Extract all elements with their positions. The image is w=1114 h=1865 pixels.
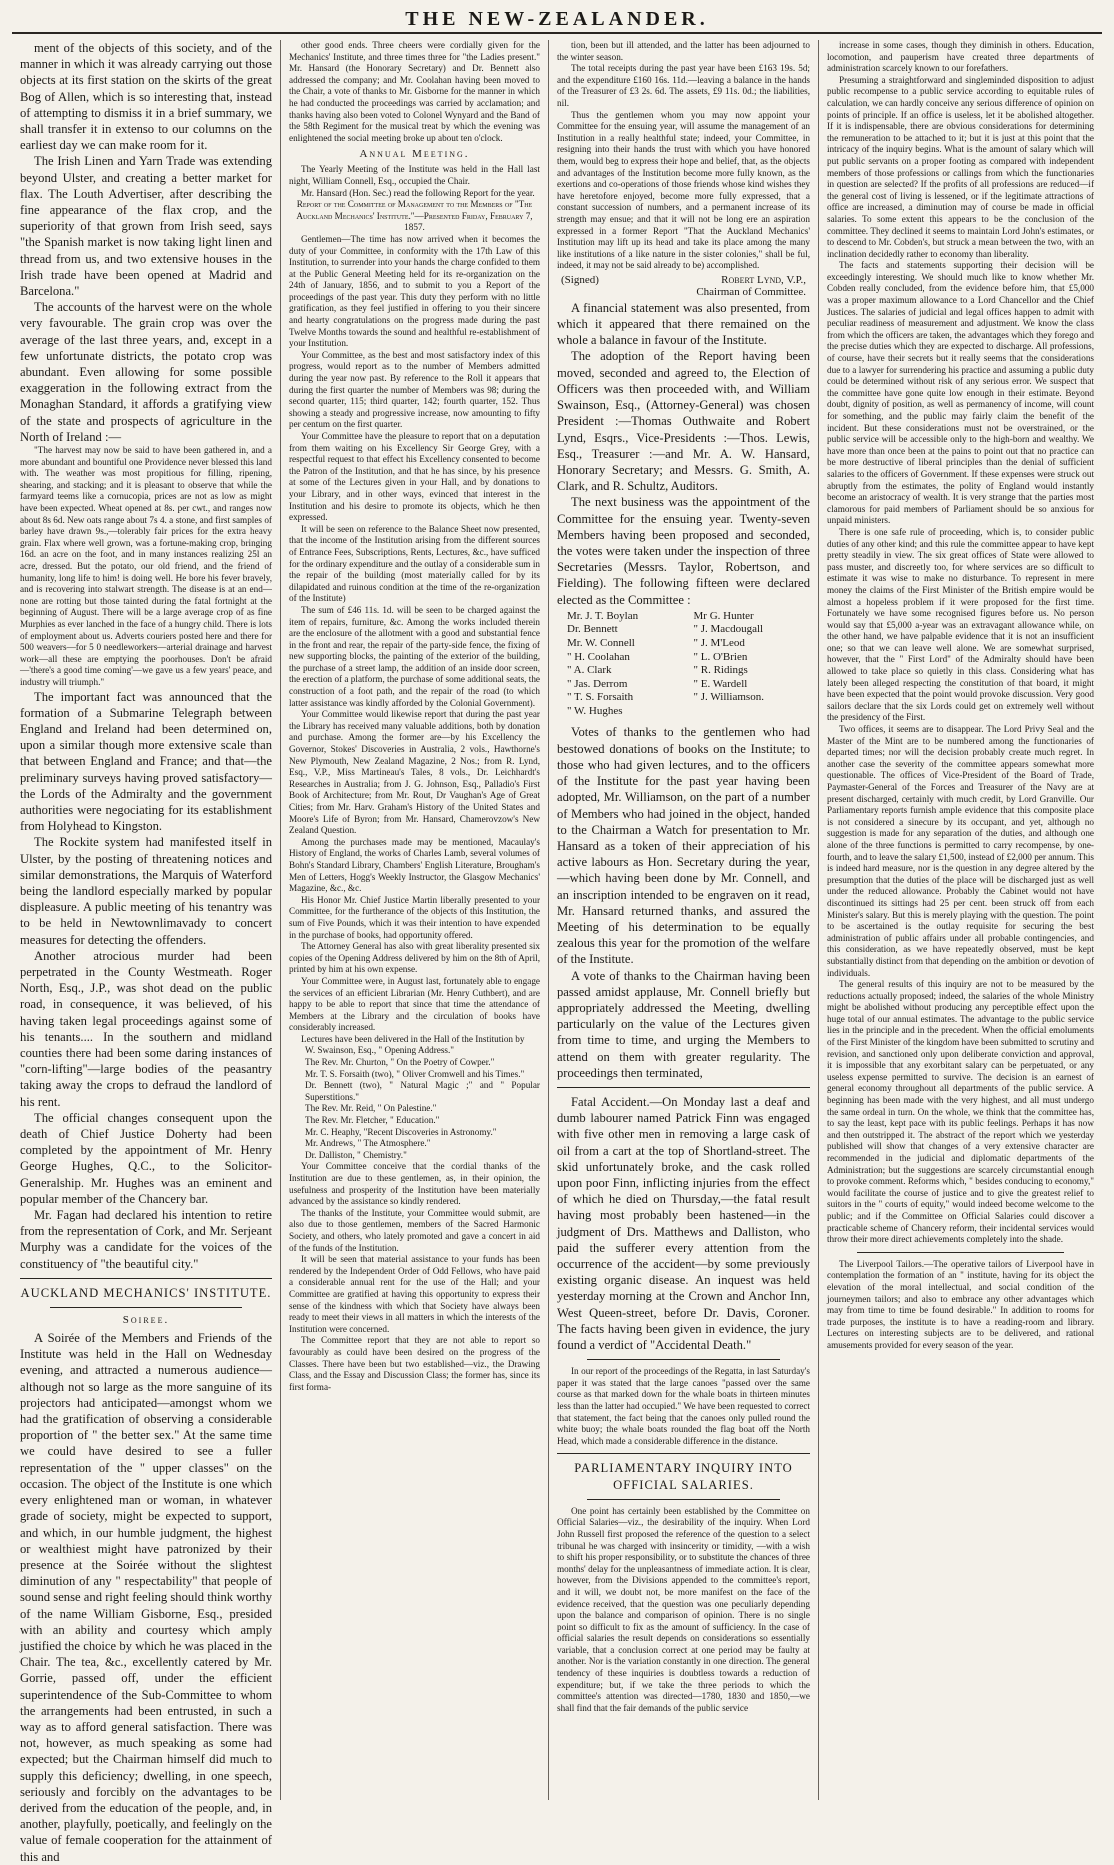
article-paragraph: The Yearly Meeting of the Institute was held in the Hall last night, William Connell, Esq., occupied the Chair. [289,164,540,186]
list-item: " J. Williamson. [693,691,764,704]
report-title: Report of the Committee of Management to the Members of "The Auckland Mechanics' Institute."—Presented Friday, February 7, 1857. [296,199,533,233]
article-paragraph: The accounts of the harvest were on the whole very favourable. The grain crop was over the average of the last three years, and, except in a few unfortunate districts, the potato crop was abundant. Even allowing for some possible exaggeration in the following extract from the Monaghan Standard, it affords a gratifying view of the state and prospects of agriculture in the North of Ireland :— [20,300,272,444]
article-paragraph: Votes of thanks to the gentlemen who had bestowed donations of books on the Institute; to those who had given lectures, and to the officers of the Institute for the past year having been adopted, Mr. Williamson, on the part of a number of Members who had joined in the object, handed to the Chairman a Watch for presentation to Mr. Hansard as a token of their appreciation of his active labours as Hon. Secretary during the year,—which having been done by Mr. Connell, and an inscription intended to be engraven on it read, Mr. Hansard returned thanks, and assured the Meeting of his determination to be equally zealous this year for the promotion of the welfare of the Institute. [557,725,810,967]
article-paragraph: One point has certainly been established by the Committee on Official Salaries—viz., the desirability of the inquiry. When Lord John Russell first proposed the reference of the question to a select tribunal he was charged with insincerity or timidity, —with a wish to shift his proper responsibility, or to substitute the chances of three months' delay for the unpleasantness of immediate action. It is clear, however, from the Divisions appended to the committee's report, and it will, we doubt not, be more manifest on the face of the evidence received, that the question was one peculiarly depending upon the balance and comparison of opinion. There is no single point so difficult to fix as the amount of sufficiency. In the case of official salaries the result depends on considerations so essentially variable, that a conclusion correct at one period may be faulty at another. Nor is the variation constantly in one direction. The general tendency of these inquiries is doubtless towards a reduction of expenditure; but, if we take the three periods to which the committee's attention was directed—1780, 1830 and 1850,—we shall find that the fair demands of the public service [557,1505,810,1713]
list-item: " L. O'Brien [693,650,748,663]
article-paragraph: Mr. Fagan had declared his intention to retire from the representation of Cork, and Mr. Serjeant Murphy was a candidate for the voices of the constituency of "the beautiful city." [20,1208,272,1271]
section-divider [557,1453,810,1454]
section-heading: AUCKLAND MECHANICS' INSTITUTE. [20,1285,272,1300]
committee-column-right [684,610,811,719]
list-item: The Rev. Mr. Fletcher, " Education." [305,1115,440,1126]
article-paragraph: increase in some cases, though they diminish in others. Education, locomotion, and pauperism have created three departments of administration scarcely known to our forefathers. [827,40,1094,74]
article-paragraph: Thus the gentlemen whom you may now appoint your Committee for the ensuing year, will assume the management of an Institution in a really healthful state; indeed, your Committee, in resigning into their hands the trust with which you have honored them, would beg to express their hope and belief, that, as the objects and advantages of the Institution become more fully known, as the exertions and co-operations of those friends whose kind wishes they have heretofore enjoyed, become more fully expressed, that a constant succession of numbers, and a permanent increase of its strength may ensue; and that it will not be long ere an aspiration expressed in a former Report "That the Auckland Mechanics' Institution may lift up its head and take its place among the many like institutions of a like nature in the sister colonies," shall be ful, indeed, it may not be said already to be) accomplished. [557,109,810,271]
article-paragraph: Another atrocious murder had been perpetrated in the County Westmeath. Roger North, Esq., J.P., was shot dead on the public road, in consequence, it was believed, of his having taken legal proceedings against some of his tenants.... In the southern and midland counties there had been some daring instances of "corn-lifting"—large bodies of the peasantry taking away the crops to defraud the landlord of his rent. [20,948,272,1109]
column-1 [12,40,280,1864]
article-paragraph: The important fact was announced that the formation of a Submarine Telegraph between England and Ireland had been determined on, upon a similar though more extensive scale than that between England and France; and that—the preliminary surveys having proved satisfactory—the Lords of the Admiralty and the government authorities were negociating for its establishment from Holyhead to Kingston. [20,689,272,834]
masthead: THE NEW-ZEALANDER. [12,6,1102,34]
list-item: The Rev. Mr. Churton, " On the Poetry of Cowper." [305,1057,495,1068]
article-paragraph: The sum of £46 11s. 1d. will be seen to be charged against the item of repairs, furniture, &c. Among the works included therein are the enclosure of the allotment with a good and substantial fence in the front and rear, the repair of the party-side fence, the fixing of new supporting blocks, the painting of the exterior of the building, the purchase of a street lamp, the addition of an inside door screen, the erection of a platform, the purchase of some additional seats, the construction of a foot path, and the repair of the road (to which latter assistance was kindly afforded by the Colonial Government). [289,604,540,708]
column-3 [548,40,818,1800]
columns [12,40,1102,1864]
list-item: Dr. Dalliston, " Chemistry." [305,1149,407,1160]
list-item: Dr. Bennett [567,623,618,636]
article-paragraph: The next business was the appointment of the Committee for the ensuing year. Twenty-seven Members having been proposed and seconded, the votes were taken under the inspection of three Secretaries (Messrs. Taylor, Robertson, and Fielding). The following fifteen were declared elected as the Committee : [557,495,810,607]
article-paragraph: The official changes consequent upon the death of Chief Justice Doherty had been completed by the appointment of Mr. Henry George Hughes, Q.C., to the Solicitor-Generalship. Mr. Hughes was an eminent and popular member of the Chancery bar. [20,1110,272,1206]
list-item: " Jas. Derrom [567,677,628,690]
article-paragraph: The Committee report that they are not able to report so favourably as could have been desired on the progress of the Classes. There have been but two established—viz., the Drawing Class, and the Essay and Discussion Class; the former has, since its first forma- [289,1335,540,1392]
list-item: Mr. J. T. Boylan [567,609,639,622]
signature-name [696,274,806,298]
article-paragraph: Two offices, it seems are to disappear. The Lord Privy Seal and the Master of the Mint are to be numbered among the functionaries of departed times; nor will the decision probably create much regret. In another case the severity of the committee appears somewhat more questionable. The offices of Vice-President of the Board of Trade, Paymaster-General of the Forces and Treasurer of the Navy are at present discharged, certainly with much credit, by Lord Granville. Our Parliamentary reports furnish ample evidence that this composite place is not considered a sinecure by its occupant, and yet, although no suggestion is made for any separation of the duties, and although one alone of the three functions is permitted to carry recompense, by one-fourth, and to leave the salary £1,500, instead of £2,000 per annum. This is indeed hard measure, nor is the question in any degree altered by the presumption that the duties of the place will be discharged just as well under the reduced allowance. Probably the Cabinet would not have discontinued its sittings had 25 per cent. been struck off from each Minister's salary. But this is merely playing with the question. The point to be ascertained is the outlay requisite for securing the best administration of public affairs under all probable contingencies, and this consideration, as we have repeatedly observed, must be kept substantially distinct from that depending on the ambition or devotion of individuals. [827,724,1094,978]
list-item: " R. Ridings [693,664,748,677]
article-paragraph: tion, been but ill attended, and the latter has been adjourned to the winter season. [557,40,810,62]
article-paragraph: His Honor Mr. Chief Justice Martin liberally presented to your Committee, for the furtherance of the objects of this Institution, the sum of Five Pounds, which it was their intention to have expended in the purchase of books, had opportunity offered. [289,894,540,940]
heading-rule [587,1499,780,1500]
article-paragraph: Your Committee, as the best and most satisfactory index of this progress, would report as to the number of Members admitted during the year now past. By reference to the Roll it appears that during the first quarter the number of Members was 98; during the second quarter, 115; third quarter, 142; fourth quarter, 152. Thus showing a steady and progressive increase, now amounting to fifty per centum on the first quarter. [289,349,540,430]
article-paragraph: Your Committee were, in August last, fortunately able to engage the services of an efficient Librarian (Mr. Henry Cuthbert), and are happy to be able to report that since that time the attendance of Members at the Library and the circulation of books have considerably increased. [289,975,540,1033]
article-paragraph: The Attorney General has also with great liberality presented six copies of the Opening Address delivered by him on the 8th of April, printed by him at his own expense. [289,941,540,975]
list-item: Dr. Bennett (two), " Natural Magic ;" and " Popular Superstitions." [305,1080,540,1102]
article-paragraph: The facts and statements supporting their decision will be exceedingly interesting. We should much like to know whether Mr. Cobden really concluded, from the evidence before him, that £5,000 was a proper maximum allowance to a Lord Chancellor and the Chief Justices. The salaries of judicial and legal offices happen to admit with peculiar readiness of measurement and adjustment. We know the class from which the officers are taken, the advantages which they forego and the precise duties which they are expected to discharge. All professions, of course, have their secrets but it really seems that the considerations due to a lawyer for surrendering his practice and assuming a public duty could be determined without risk of any serious error. We suspect that the committee have gone quite low enough in their estimate. Beyond doubt, dignity of position, as well as permanency of income, will count for something, and the public may fairly claim the benefit of the incident. But these considerations must not be overstrained, or the public service will be accessible only to the high-born and wealthy. We have more than once been at the pains to point out that no practice can be more destructive of liberal principles than the denial of sufficient salaries to the officers of Government. If these expenses were struck out abruptly from the estimates, the polity of England would instantly become an aristocracy of wealth. It is very strange that the parties most clamorous for paid members of Parliament should be so anxious for unpaid ministers. [827,260,1094,526]
list-item: " W. Hughes [567,704,623,717]
article-paragraph: The Rockite system had manifested itself in Ulster, by the posting of threatening notices and similar demonstrations, the Marquis of Waterford being the landlord especially marked by popular displeasure. A public meeting of his tenantry was to be held in Newtownlimavady to concert measures for detecting the offenders. [20,835,272,947]
article-paragraph: It will be seen on reference to the Balance Sheet now presented, that the income of the Institution arising from the different sources of Entrance Fees, Subscriptions, Rents, Lectures, &c., have sufficed for the ordinary expenditure and the outlay of a considerable sum in the repair of the building (most materially called for by its dilapidated and ruinous condition at the time of the re-organization of the Institute) [289,523,540,604]
section-divider [857,1252,1064,1253]
article-paragraph: Among the purchases made may be mentioned, Macaulay's History of England, the works of Charles Lamb, several volumes of Bohn's Standard Library, Chambers' English Literature, Brougham's Men of Letters, Hogg's Weekly Instructor, the Glasgow Mechanics' Magazine, &c., &c. [289,836,540,894]
signatory: Robert Lynd, V.P., [721,273,806,286]
article-paragraph: The Irish Linen and Yarn Trade was extending beyond Ulster, and creating a better market for flax. The Louth Advertiser, after describing the fine appearance of the flax crop, and the superiority of that grown from Irish seed, says "the Spanish market is now taking light linen and thread from us, and two extensive houses in the Irish trade have been opened at Madrid and Barcelona." [20,154,272,299]
article-paragraph: The thanks of the Institute, your Committee would submit, are also due to those gentlemen, members of the Sacred Harmonic Society, and others, who lately promoted and gave a concert in aid of the funds of the Institution. [289,1207,540,1253]
list-item: " T. S. Forsaith [567,691,634,704]
article-paragraph: The general results of this inquiry are not to be measured by the reductions actually proposed; indeed, the salaries of the whole Ministry might be abolished without producing any perceptible effect upon the huge total of our annual estimates. The advantage to the public service lies in the principle and in the precedent. When the official emoluments of the First Minister of the kingdom have been submitted to scrutiny and revision, and sanctioned only upon deliberate conviction and approval, it is impossible that any exorbitant salary can be perpetuated, or any useless expense permitted to survive. The decision is an earnest of general economy throughout all departments of the public service. A beginning has been made with the very highest, and all must undergo the same ordeal in turn. On the whole, we think that the committee has, to say the least, kept pace with its public feelings. Perhaps it has now and then outstripped it. The abstract of the report which we yesterday published will show that changes of a very extensive character are recommended in the judicial and diplomatic departments of the Administration; but the suggestions are scarcely circumstantial enough to provoke comment. Reforms which, " besides conducing to economy," would facilitate the course of justice and to give the greatest relief to suitors in the " courts of equity," would indeed become welcome to the public; and if the Committee on Official Salaries could discover a practicable scheme of Chancery reform, their incidental services would throw their more direct achievements completely into the shade. [827,979,1094,1245]
article-paragraph: The Liverpool Tailors.—The operative tailors of Liverpool have in contemplation the formation of an " institute, having for its object the elevation of the moral intellectual, and social condition of the journeymen tailors; and also to embrace any other advantages which may from time to time be found desirable." In addition to rooms for trade purposes, the institute is to have a reading-room and library. Lectures on interesting subjects are to be delivered, and rational amusements provided for every season of the year. [827,1258,1094,1350]
heading-rule [50,1307,242,1308]
list-item: Mr. W. Connell [567,636,635,649]
lecture-list [289,1045,540,1161]
committee-column-left [557,610,684,719]
article-paragraph: Fatal Accident.—On Monday last a deaf and dumb labourer named Patrick Finn was engaged with five other men in removing a large cask of oil from a cart at the top of Shortland-street. The skid unfortunately broke, and the cask rolled upon poor Finn, inflicting injuries from the effect of which he died on Thursday,—the fatal result having most probably been hastened—in the judgment of Drs. Matthews and Dalliston, who paid the sufferer every attention from the occurrence of the accident—by some previously existing organic disease. An inquest was held yesterday morning at the Crown and Anchor Inn, West Queen-street, before Dr. Davis, Coroner. The facts having been given in evidence, the jury found a verdict of "Accidental Death." [557,1094,810,1352]
article-paragraph: A vote of thanks to the Chairman having been passed amidst applause, Mr. Connell briefly but appropriately addressed the Meeting, dwelling particularly on the value of the Lectures given from time to time, and urging the Members to attend on them with greater regularity. The proceedings then terminated, [557,968,810,1080]
article-paragraph: The total receipts during the past year have been £163 19s. 5d; and the expenditure £160 16s. 11d.—leaving a balance in the hands of the Treasurer of £3 2s. 6d. The assets, £9 11s. 0d.; the liabilities, nil. [557,63,810,108]
article-paragraph: There is one safe rule of proceeding, which is, to consider public duties of any other kind; and this rule the committee appear to have kept pretty steadily in view. The six great offices of State were allowed to pass muster, and discreetly too, for where services are so difficult to estimate it was wise to make no disturbance. To represent in mere money the claims of the First Minister of the British empire would be almost a hopeless problem if it were proposed for the first time. Fortunately we have some recognised figures before us. No person would say that £5,000 a-year was an extravagant allowance while, on the other hand, we have palpable evidence that it is not an insufficient one; so that we can leave well alone. We are somewhat surprised, however, that the " First Lord" of the Admiralty should have been allowed to take place so quietly in this class. Considering what has lately been alleged respecting the constitution of that board, it might have been expected that the point would provoke discussion. Very good sailors declare that the six Lords could get on extremely well without the presidency of the First. [827,526,1094,723]
signatory-title: Chairman of Committee. [696,285,806,298]
article-paragraph: It will be seen that material assistance to your funds has been rendered by the Independent Order of Odd Fellows, who have paid a considerable annual rent for the use of the Hall; and your Committee are gratified at having this opportunity to express their sense of the kindness with which that Society have always been ready to meet their views in all matters in which the interests of the Institution were concerned. [289,1254,540,1334]
list-item: " E. Wardell [693,677,748,690]
subheading: Soiree. [122,1314,170,1327]
list-item: " A. Clark [567,664,612,677]
list-item: " H. Coolahan [567,650,630,663]
signature-block [557,272,810,300]
article-paragraph: Your Committee conceive that the cordial thanks of the Institution are due to these gentlemen, as, in their opinion, the usefulness and prosperity of the Institution have been materially advanced by the assistance so kindly rendered. [289,1161,540,1207]
list-item: Mr G. Hunter [693,609,754,622]
article-paragraph: A Soirée of the Members and Friends of the Institute was held in the Hall on Wednesday evening, and attracted a numerous audience—although not so large as the more sanguine of its projectors had anticipated—amongst whom we had the gratification of observing a considerable proportion of " the better sex." At the same time we could have desired to see a fuller representation of the " upper classes" on the occasion. The object of the Institute is one which every enlightened man or woman, in whatever grade of society, might be expected to support, and which, in our humble judgment, the highest or wealthiest might have patronized by their presence at the Soirée without the slightest diminution of any " respectability" that people of sound sense and right feeling should think worthy of the name William Gisborne, Esq., presided with an ability and courtesy which amply justified the choice by which he was placed in the Chair. The tea, &c., excellently catered by Mr. Gorrie, passed off, under the efficient superintendence of the Sub-Committee to whom the arrangements had been entrusted, in such a way as to afford general satisfaction. There was not, however, as much speaking as some had expected; but the Chairman himself did much to supply this deficiency; dwelling, in one speech, seriously and forcibly on the advantages to be derived from the education of the people, and, in another, playfully, poetically, and feelingly on the value of female cooperation for the attainment of this and [20,1331,272,1864]
section-divider [557,1087,810,1088]
article-paragraph: Mr. Hansard (Hon. Sec.) read the following Report for the year. [301,187,535,198]
signature-label: (Signed) [561,273,599,286]
column-2 [280,40,548,1800]
list-item: Mr. T. S. Forsaith (two), " Oliver Cromwell and his Times." [305,1068,525,1079]
quoted-extract: "The harvest may now be said to have been gathered in, and a more abundant and bountiful one Providence never blessed this land with. The weather was most propitious for filling, ripening, shearing, and stacking; and it is pleasant to observe that while the farmyard teems like a cornucopia, prices are not as low as might have been expected. Wheat opened at 8s. per cwt., and ranges now about 8s 6d. New oats range about 7s 4. a stone, and first samples of barley have drawn 9s.,—tolerably fair prices for the extra heavy grain. Flax where well grown, was a fortune-making crop, bringing 16d. an acre on the foot, and in many instances realizing 25l an acre, dressed. But the potato, our old friend, and the friend of humanity, long life to him! is doing well. He bore his fever bravely, and is recovering into stalwart strength. The disease is at an end—none are rotting but those tainted during the fatal fortnight at the beginning of August. There will be a large average crop of as fine Murphies as ever lanched in the face of a hungry child. There is lots of employment about us. Adverts couriers posted here and there for 500 weavers—for 5 0 needleworkers—arterial drainage and harvest work—all these are emptying the poorhouses. Don't be afraid—'there's a good time coming'—we gave us a few years' peace, and industry will triumph." [20,445,272,687]
section-divider [20,1278,272,1279]
article-paragraph: A financial statement was also presented, from which it appeared that there remained on the whole a balance in favour of the Institute. [557,300,810,348]
list-item: " J. Macdougall [693,623,764,636]
article-paragraph: Your Committee would likewise report that during the past year the Library has received many valuable additions, both by donation and purchase. Among the former are—by his Excellency the Governor, Stokes' Discoveries in Australia, 2 vols., Hawthorne's New Plymouth, New Zealand Magazine, 2 Nos.; from R. Lynd, Esq., V.P., Miss Martineau's Tales, 8 vols., Dr. Leichhardt's Researches in Australia; from J. G. Johnson, Esq., Palladio's First Book of Architecture; from Mr. Rout, Dr Vaughan's Age of Great Cities; from Mr. Harv. Graham's History of the United States and Moore's Life of Byron; from Mr. Hansard, Chamerovzow's New Zealand Question. [289,709,540,836]
section-heading: PARLIAMENTARY INQUIRY INTO OFFICIAL SALARIES. [574,1461,793,1492]
list-item: " J. M'Leod [693,636,745,649]
list-item: Mr. Andrews, " The Atmosphere." [305,1138,431,1149]
column-4 [818,40,1102,1800]
committee-list [557,610,810,719]
article-paragraph: Lectures have been delivered in the Hall of the Institution by [301,1033,525,1044]
article-paragraph: The adoption of the Report having been moved, seconded and agreed to, the Election of Officers was then proceeded with, and William Swainson, Esq., (Attorney-General) was chosen President :—Thomas Outhwaite and Robert Lynd, Esqrs., Vice-Presidents :—Thos. Lewis, Esq., Treasurer :—and Mr. A. W. Hansard, Honorary Secretary; and Messrs. G. Smith, A. Clark, and R. Schultz, Auditors. [557,349,810,494]
list-item: W. Swainson, Esq., " Opening Address." [305,1045,455,1056]
list-item: The Rev. Mr. Reid, " On Palestine." [305,1103,437,1114]
article-paragraph: Presuming a straightforward and singleminded disposition to adjust public recompense to a public service according to equitable rules of calculation, we can hardly conceive any serious difference of opinion on points of principle. If an office is useless, let it be abolished altogether. If it is indispensable, there are obvious considerations for determining the remuneration to be attached to it; but it is just at this point that the intricacy of the inquiry begins. What is the amount of salary which will put public servants on a proper footing as compared with independent members of those professions or callings from which the functionaries in question are selected? If the profits of all professions are reduced—if the general cost of living is lessened, or if the legitimate attractions of office are increased, a diminution may of course be made in official salaries. To some extent this appears to be the conclusion of the committee. They declined it seems to maintain Lord John's estimates, or to descend to Mr. Cobden's, but struck a mean between the two, with an inclination decidedly rather to economy than liberality. [827,74,1094,259]
section-divider [587,1359,780,1360]
article-paragraph: ment of the objects of this society, and of the manner in which it was already carrying out those objects at its first station on the skirts of the great Bog of Allen, which is so interesting that, instead of attempting to dismiss it in a brief summary, we shall transfer it in extenso to our columns on the earliest day we can make room for it. [20,41,272,153]
subheading: Annual Meeting. [359,148,470,161]
article-paragraph: other good ends. Three cheers were cordially given for the Mechanics' Institute, and three times three for "the Ladies present." Mr. Hansard (the Honorary Secretary) and Dr. Bennett also addressed the company; and Mr. Coolahan having been moved to the Chair, a vote of thanks to Mr. Gisborne for the manner in which he had conducted the proceedings was carried by acclamation; and thanks having also been voted to Colonel Wynyard and the Band of the 58th Regiment for the musical treat by which the evening was enlightened the social meeting broke up about ten o'clock. [289,40,540,143]
article-paragraph: Your Committee have the pleasure to report that on a deputation from them waiting on his Excellency Sir George Grey, with a respectful request to that effect his Excellency consented to become the Patron of the Institution, and that he has since, by his presence at some of the Lectures given in your Hall, and by donations to your Library, and in other ways, evinced that interest in the Institution and his desire to promote its objects, which he then expressed. [289,431,540,523]
article-paragraph: Gentlemen—The time has now arrived when it becomes the duty of your Committee, in conformity with the 17th Law of this Institution, to surrender into your hands the charge confided to them at the Public General Meeting held for its re-organization on the 24th of January, 1856, and to submit to you a Report of the proceedings of the past year. This duty they perform with no little gratification, as they feel justified in offering to you their sincere and hearty congratulations on the progress made during the past Twelve Months towards the sound and healthful re-establishment of your Institution. [289,233,540,349]
article-paragraph: In our report of the proceedings of the Regatta, in last Saturday's paper it was stated that the large canoes "passed over the same course as that marked down for the whale boats in thirteen minutes less than the latter had occupied." We have been requested to correct that statement, the fact being that the canoes only pulled round the white buoy; the whale boats rounded the flag boat off the North Head, which made a considerable difference in the distance. [557,1366,810,1446]
list-item: Mr. C. Heaphy, "Recent Discoveries in Astronomy." [305,1126,497,1137]
